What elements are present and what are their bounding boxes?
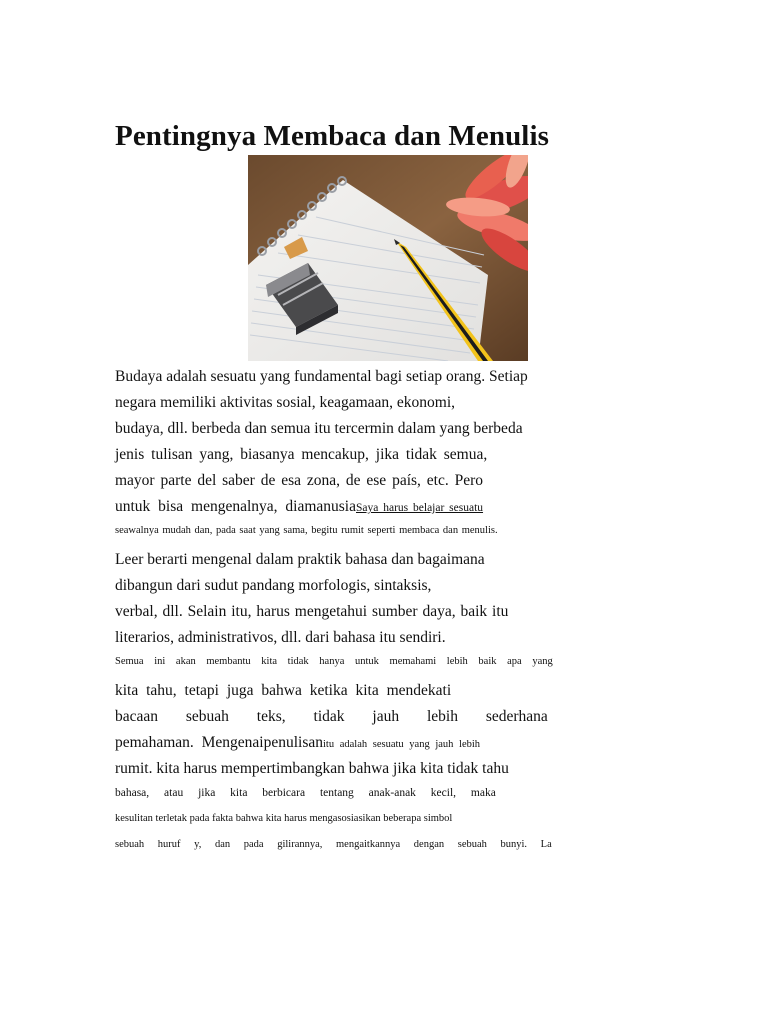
text-line: Budaya adalah sesuatu yang fundamental bagi setiap orang. Setiap <box>115 368 528 385</box>
text-line: sebuah huruf y, dan pada gilirannya, mengaitkannya dengan sebuah bunyi. La <box>115 839 552 850</box>
text-line: kesulitan terletak pada fakta bahwa kita harus mengasosiasikan beberapa simbol <box>115 813 453 824</box>
text-line: budaya, dll. berbeda dan semua itu tercermin dalam yang berbeda <box>115 420 523 437</box>
text-line: verbal, dll. Selain itu, harus mengetahui sumber daya, baik itu <box>115 603 509 620</box>
text-line: seawalnya mudah dan, pada saat yang sama, begitu rumit seperti membaca dan menulis. <box>115 525 498 536</box>
notebook-pencil-photo-icon <box>248 155 528 361</box>
text-line: Leer berarti mengenal dalam praktik bahasa dan bagaimana <box>115 551 485 568</box>
text-line: untuk bisa mengenalnya, diamanusiaSaya harus belajar sesuatu <box>115 498 484 515</box>
text-line: dibangun dari sudut pandang morfologis, sintaksis, <box>115 577 432 594</box>
text-line: Semua ini akan membantu kita tidak hanya untuk memahami lebih baik apa yang <box>115 656 553 667</box>
text-line: bahasa, atau jika kita berbicara tentang anak-anak kecil, maka <box>115 787 496 799</box>
text-line: pemahaman. Mengenaipenulisanitu adalah sesuatu yang jauh lebih <box>115 734 481 751</box>
document-title: Pentingnya Membaca dan Menulis <box>115 120 549 152</box>
text-line: literarios, administrativos, dll. dari bahasa itu sendiri. <box>115 629 446 646</box>
text-line: mayor parte del saber de esa zona, de ese país, etc. Pero <box>115 472 484 489</box>
text-line: kita tahu, tetapi juga bahwa ketika kita mendekati <box>115 682 452 699</box>
notebook-photo <box>248 155 528 361</box>
text-line: bacaan sebuah teks, tidak jauh lebih sederhana <box>115 708 548 725</box>
text-line: jenis tulisan yang, biasanya mencakup, jika tidak semua, <box>115 446 488 463</box>
text-line: rumit. kita harus mempertimbangkan bahwa jika kita tidak tahu <box>115 760 509 777</box>
text-line: negara memiliki aktivitas sosial, keagamaan, ekonomi, <box>115 394 456 411</box>
